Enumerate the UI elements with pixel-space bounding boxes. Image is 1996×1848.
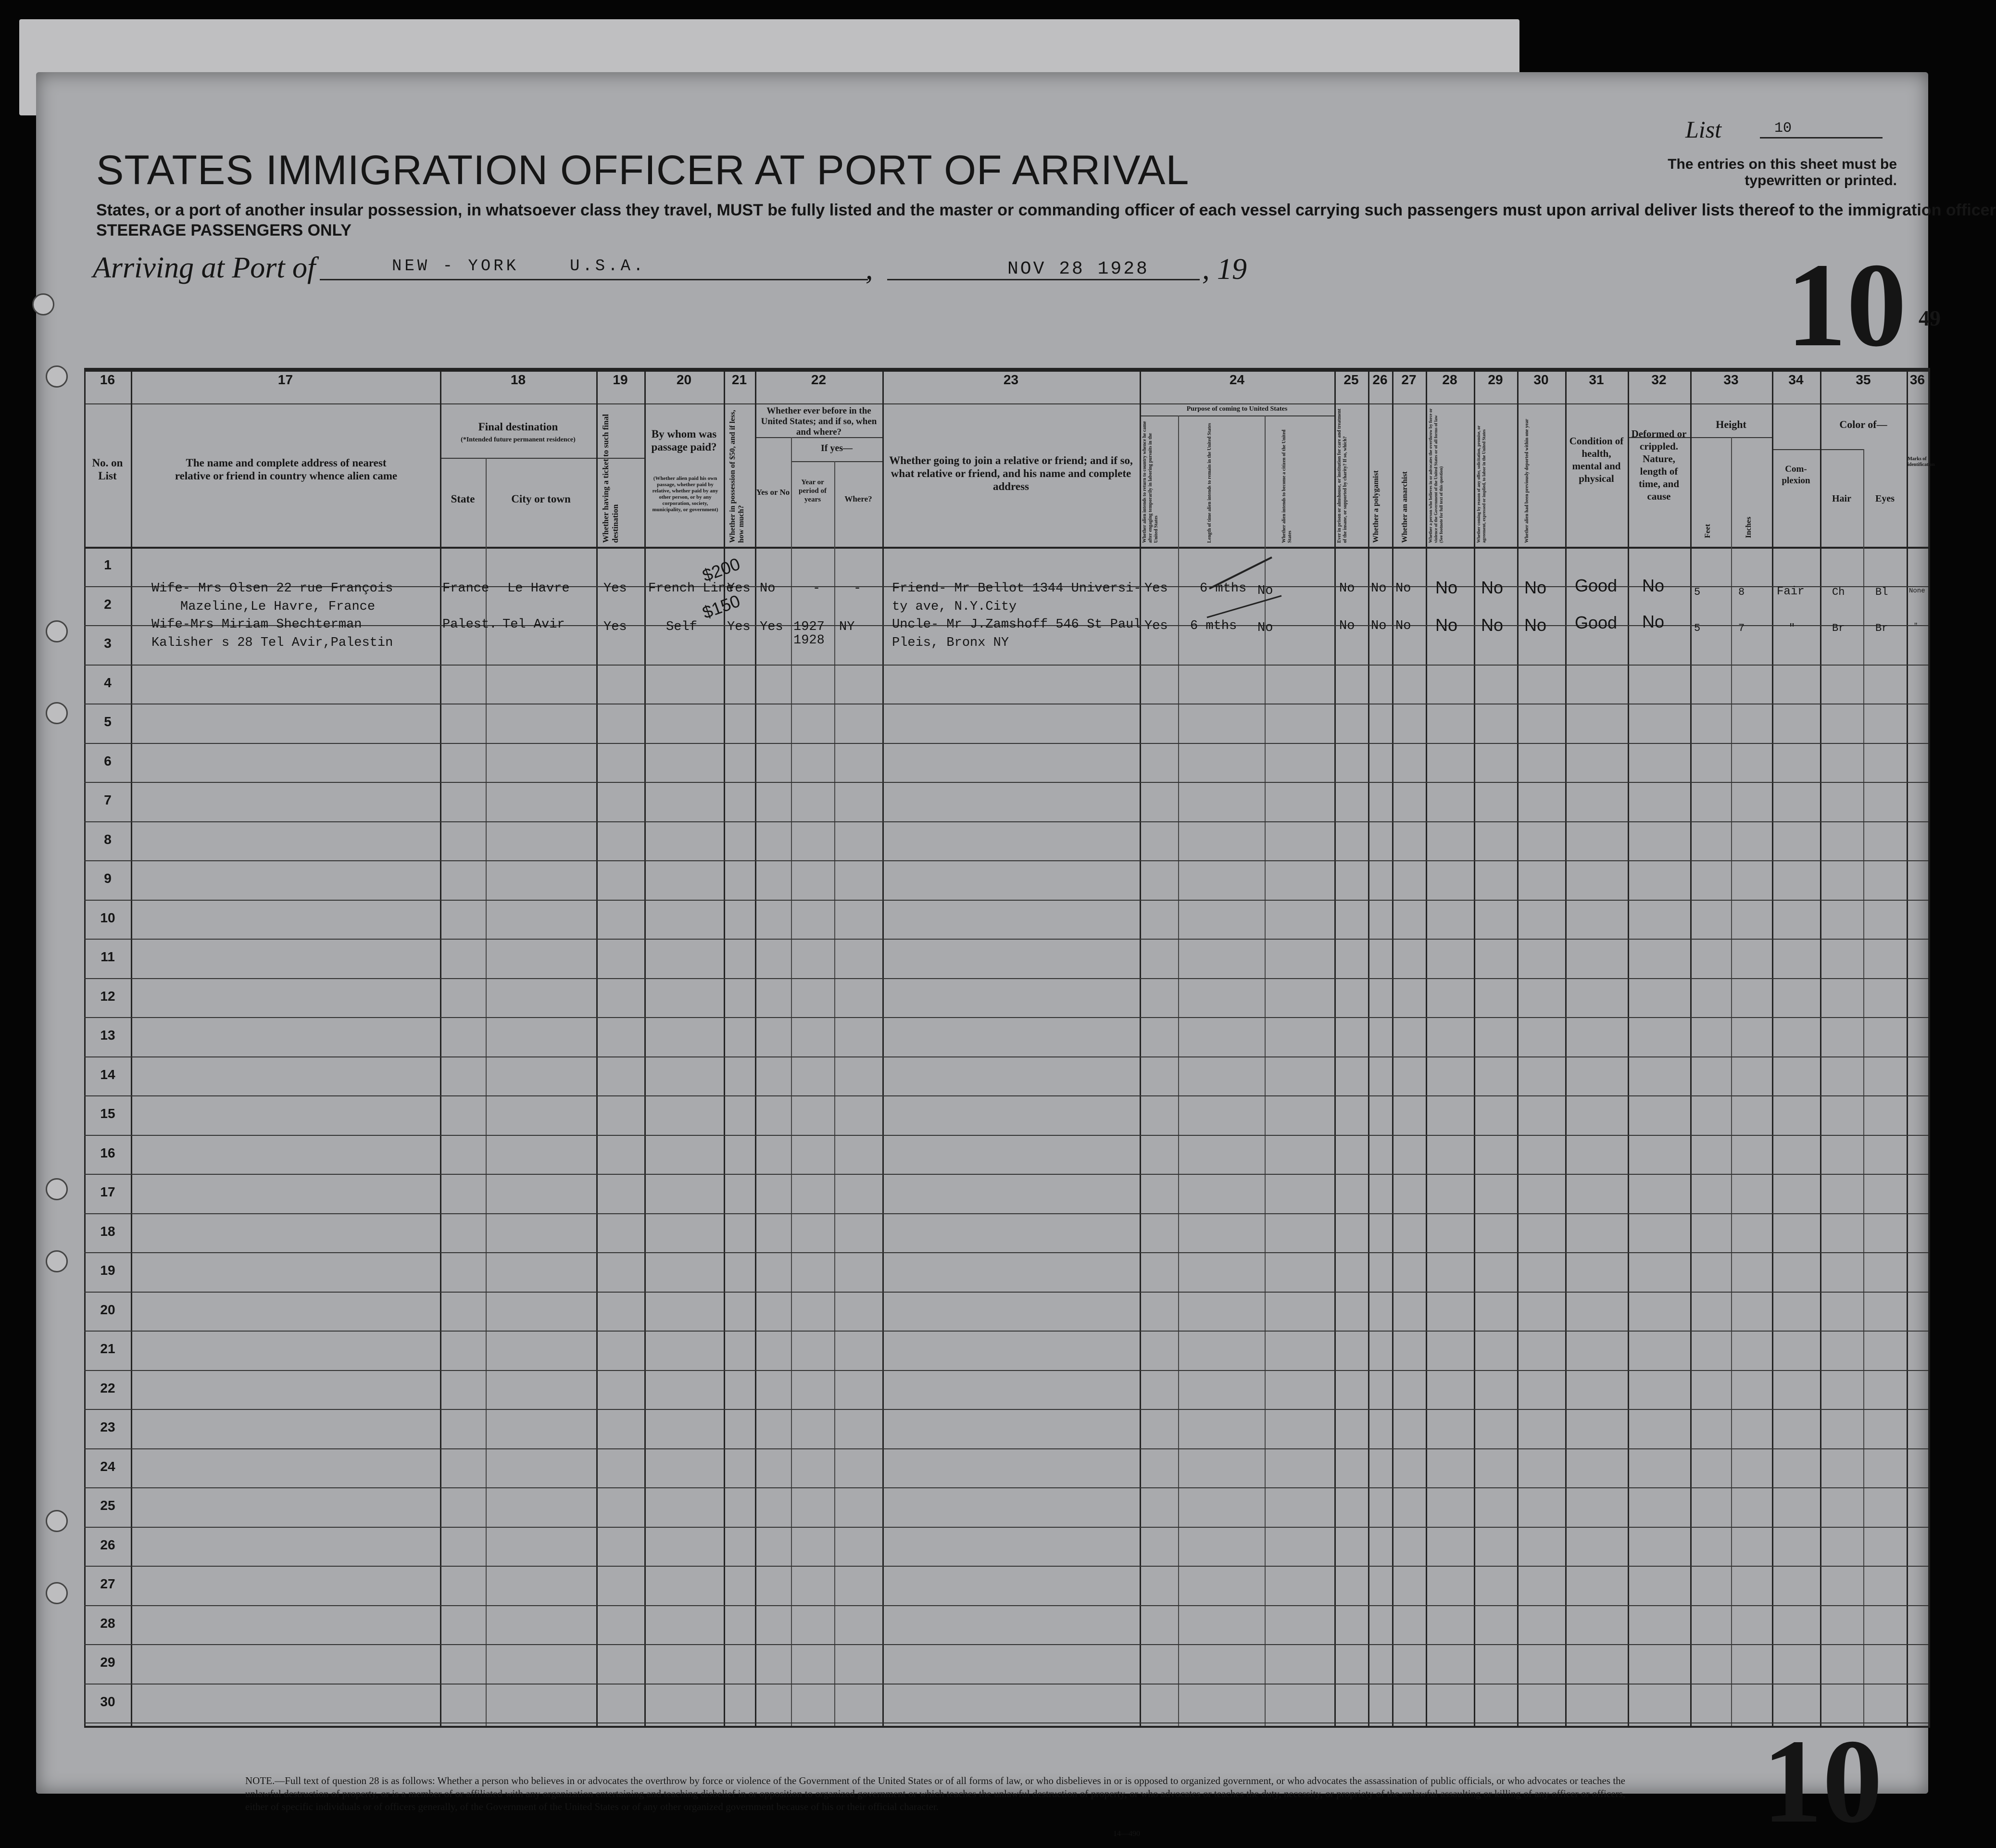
row1-q28: No bbox=[1435, 578, 1458, 597]
row1-possession: Yes bbox=[727, 581, 751, 596]
row-rule bbox=[84, 1213, 1928, 1214]
column-rule bbox=[1772, 370, 1773, 1726]
row-number: 30 bbox=[100, 1694, 115, 1709]
row-rule bbox=[84, 1135, 1928, 1136]
row-rule bbox=[84, 1409, 1928, 1410]
header-eyes: Eyes bbox=[1875, 493, 1895, 504]
row-rule bbox=[84, 978, 1928, 979]
row2-eyes: Br bbox=[1875, 622, 1888, 634]
header-marks: Marks of identification bbox=[1908, 456, 1935, 467]
row-number: 18 bbox=[100, 1224, 115, 1239]
row1-joining: Friend- Mr Bellot 1344 Universi- bbox=[892, 581, 1142, 596]
column-number: 35 bbox=[1856, 372, 1871, 387]
row-number: 10 bbox=[100, 910, 115, 925]
row-rule bbox=[84, 1174, 1928, 1175]
row1-state: France bbox=[442, 581, 490, 596]
row-number: 11 bbox=[100, 949, 115, 964]
steerage-label: STEERAGE PASSENGERS ONLY bbox=[96, 221, 351, 239]
row-rule bbox=[84, 1370, 1928, 1371]
row-number: 25 bbox=[100, 1498, 115, 1513]
header-yes-no: Yes or No bbox=[756, 488, 790, 497]
header-hair: Hair bbox=[1832, 493, 1851, 504]
entries-note: The entries on this sheet must be typewritten or printed. bbox=[1668, 156, 1897, 189]
row-rule bbox=[84, 1722, 1928, 1723]
row-number: 27 bbox=[100, 1576, 115, 1591]
row-number: 2 bbox=[104, 597, 112, 612]
row1-passage: French Line bbox=[648, 581, 734, 596]
column-number: 18 bbox=[510, 372, 526, 387]
row2-polygamist: No bbox=[1371, 619, 1387, 633]
form-code: 14—490 bbox=[1113, 1830, 1140, 1838]
header-complexion: Com-plexion bbox=[1782, 464, 1810, 486]
pencil-checkmark bbox=[1205, 553, 1286, 620]
header-feet: Feet bbox=[1704, 524, 1712, 538]
header-prison: Ever in prison or almshouse, or institution for care and treatment of the insane, or supported by charity? If so, which? bbox=[1337, 408, 1348, 543]
header-height: Height bbox=[1716, 418, 1746, 430]
header-possession: Whether in possession of $50, and if less, how much? bbox=[728, 410, 745, 543]
column-rule bbox=[1517, 370, 1519, 1726]
column-number: 20 bbox=[676, 372, 692, 387]
header-year-period: Year or period of years bbox=[799, 478, 827, 503]
row-rule bbox=[84, 1487, 1928, 1488]
column-number: 34 bbox=[1788, 372, 1804, 387]
row-number: 3 bbox=[104, 636, 112, 651]
column-rule bbox=[486, 458, 487, 1726]
row-number: 28 bbox=[100, 1616, 115, 1631]
manifest-sheet bbox=[36, 72, 1996, 1848]
header-rule bbox=[1772, 449, 1863, 450]
row-rule bbox=[84, 1566, 1928, 1567]
row1-deformed: No bbox=[1642, 576, 1665, 595]
row-number: 6 bbox=[104, 754, 112, 768]
binder-hole bbox=[46, 1178, 68, 1200]
row2-ticket: Yes bbox=[603, 620, 627, 634]
header-health: Condition of health, mental and physical bbox=[1569, 435, 1624, 484]
row-number: 15 bbox=[100, 1106, 115, 1121]
row2-city: Tel Avir bbox=[502, 617, 565, 632]
row2-deformed: No bbox=[1642, 612, 1665, 631]
arriving-label: Arriving at Port of bbox=[93, 251, 316, 284]
header-color-of: Color of— bbox=[1839, 418, 1887, 430]
row1-complexion: Fair bbox=[1777, 585, 1805, 598]
column-number: 24 bbox=[1229, 372, 1245, 387]
header-purpose-citizen: Whether alien intends to become a citizen of the United States bbox=[1281, 429, 1293, 543]
column-rule bbox=[131, 370, 132, 1726]
column-number: 30 bbox=[1533, 372, 1549, 387]
row-number: 12 bbox=[100, 989, 115, 1004]
header-purpose-return: Whether alien intends to return to country whence he came after engaging temporarily in laboring pursuits in the United States bbox=[1142, 421, 1159, 543]
header-where: Where? bbox=[844, 494, 872, 503]
column-rule bbox=[791, 437, 792, 1726]
binder-hole bbox=[46, 1510, 68, 1532]
row2-hair: Br bbox=[1832, 622, 1845, 634]
header-final-destination-note: (*Intended future permanent residence) bbox=[461, 436, 576, 443]
header-deformed: Deformed or crippled. Nature, length of time, and cause bbox=[1631, 428, 1687, 502]
row2-complexion: " bbox=[1789, 622, 1795, 634]
intro-text: States, or a port of another insular possession, in whatsoever class they travel, MUST be fully listed and the master or commanding officer of each vessel carrying such passengers must upon arrival deliver lists thereof to the immigration officer bbox=[96, 201, 1996, 219]
row-rule bbox=[84, 1644, 1928, 1645]
row2-q28: No bbox=[1435, 615, 1458, 635]
row-number: 14 bbox=[100, 1067, 115, 1082]
row2-citizen: No bbox=[1257, 621, 1273, 635]
row-rule bbox=[84, 821, 1928, 822]
row2-prison: No bbox=[1339, 619, 1355, 633]
side-number: 49 bbox=[1919, 306, 1941, 330]
column-number: 21 bbox=[731, 372, 747, 387]
row1-ticket: Yes bbox=[603, 581, 627, 596]
row-rule bbox=[84, 939, 1928, 940]
row2-possession: Yes bbox=[727, 620, 751, 634]
column-number: 29 bbox=[1488, 372, 1503, 387]
row-rule bbox=[84, 1056, 1928, 1057]
comma-separator: , bbox=[866, 253, 873, 286]
row1-return: Yes bbox=[1144, 581, 1168, 596]
footnote-q28: NOTE.—Full text of question 28 is as follows: Whether a person who believes in or advocates the overthrow by force or violence of the Government of the United States or of all forms of law, or who disbelieves in or is opposed to organized government, or who advocates the assassination of public officials, or who advocates or teaches the unlawful destruction of property, or is a member of or affiliated with any organization entertaining and teaching disbelief in or opposition to organized government or which teaches the unlawful destruction of property, or who advocates or teaches the duty, necessity, or propriety of the unlawful assaulting or killing of any officer or officers, either of specific individuals or of officers generally, of the Government of the United States or of any other organized government because of his or their official character. bbox=[245, 1775, 1625, 1812]
row1-citizen: No bbox=[1257, 584, 1273, 598]
header-if-yes: If yes— bbox=[820, 443, 853, 453]
row-number: 19 bbox=[100, 1263, 115, 1278]
row-number: 16 bbox=[100, 1145, 115, 1160]
row-rule bbox=[84, 743, 1928, 744]
header-state: State bbox=[451, 493, 475, 505]
header-city: City or town bbox=[511, 493, 571, 505]
row1-relative-cont: Mazeline,Le Havre, France bbox=[180, 600, 376, 614]
header-rule bbox=[1140, 415, 1334, 416]
row-rule bbox=[84, 1331, 1928, 1332]
header-passage-paid: By whom was passage paid? bbox=[651, 428, 717, 453]
row2-relative: Wife-Mrs Miriam Shechterman bbox=[151, 617, 362, 632]
column-number: 23 bbox=[1003, 372, 1019, 387]
row2-joining-cont: Pleis, Bronx NY bbox=[892, 636, 1009, 650]
port-city: NEW - YORK bbox=[392, 257, 519, 276]
header-anarchist: Whether an anarchist bbox=[1401, 471, 1409, 543]
row2-q29: No bbox=[1481, 615, 1504, 635]
column-number: 31 bbox=[1589, 372, 1604, 387]
row-number: 4 bbox=[104, 675, 112, 690]
column-number: 22 bbox=[811, 372, 827, 387]
column-rule bbox=[1863, 449, 1864, 1726]
header-final-destination: Final destination bbox=[478, 421, 558, 433]
row2-length: 6 mths bbox=[1190, 619, 1237, 633]
row2-where: NY bbox=[839, 620, 855, 634]
binder-hole bbox=[46, 1582, 68, 1604]
column-rule bbox=[1140, 370, 1141, 1726]
column-rule bbox=[755, 370, 756, 1726]
row-number: 9 bbox=[104, 871, 112, 886]
row1-city: Le Havre bbox=[507, 581, 570, 596]
arrival-date: NOV 28 1928 bbox=[1007, 259, 1149, 279]
row2-return: Yes bbox=[1144, 619, 1168, 633]
row1-inches: 8 bbox=[1738, 586, 1745, 598]
row2-inches: 7 bbox=[1738, 622, 1745, 634]
row2-joining: Uncle- Mr J.Zamshoff 546 St Paul bbox=[892, 617, 1142, 632]
header-passage-note: (Whether alien paid his own passage, whether paid by relative, whether paid by any other person, or by any corporation, society, municipality, or government) bbox=[652, 476, 718, 513]
row1-anarchist: No bbox=[1395, 581, 1411, 596]
row2-anarchist: No bbox=[1395, 619, 1411, 633]
column-number: 19 bbox=[613, 372, 628, 387]
row1-joining-cont: ty ave, N.Y.City bbox=[892, 600, 1017, 614]
row1-marks: None bbox=[1909, 587, 1925, 595]
row1-eyes: Bl bbox=[1875, 586, 1888, 598]
row-number: 20 bbox=[100, 1302, 115, 1317]
header-purpose: Purpose of coming to United States bbox=[1186, 405, 1288, 413]
page-title: STATES IMMIGRATION OFFICER AT PORT OF ARRIVAL bbox=[96, 147, 1190, 193]
row1-feet: 5 bbox=[1694, 586, 1701, 598]
row-rule bbox=[84, 1684, 1928, 1685]
column-number: 17 bbox=[277, 372, 293, 387]
row-rule bbox=[84, 1605, 1928, 1606]
row-rule bbox=[84, 1527, 1928, 1528]
row1-where: - bbox=[854, 581, 862, 596]
row-rule bbox=[84, 1292, 1928, 1293]
column-rule bbox=[1392, 370, 1393, 1726]
row2-before: Yes bbox=[760, 620, 783, 634]
row-number: 8 bbox=[104, 832, 112, 847]
header-rule bbox=[791, 461, 882, 462]
row-rule bbox=[84, 900, 1928, 901]
list-value: 10 bbox=[1774, 120, 1792, 137]
row2-q30: No bbox=[1524, 615, 1547, 635]
header-rule bbox=[84, 403, 1928, 404]
binder-hole bbox=[46, 620, 68, 642]
column-number: 25 bbox=[1343, 372, 1359, 387]
row1-polygamist: No bbox=[1371, 581, 1387, 596]
row-rule bbox=[84, 1017, 1928, 1018]
header-before-us: Whether ever before in the United States; and if so, when and where? bbox=[761, 406, 877, 437]
row-number: 24 bbox=[100, 1459, 115, 1474]
sheet-number: 10 bbox=[1786, 239, 1907, 372]
column-number: 36 bbox=[1909, 372, 1925, 387]
header-rule bbox=[84, 370, 1928, 372]
header-polygamist: Whether a polygamist bbox=[1372, 470, 1380, 543]
column-rule bbox=[644, 370, 646, 1726]
header-rule bbox=[84, 547, 1928, 549]
row2-relative-cont: Kalisher s 28 Tel Avir,Palestin bbox=[151, 636, 393, 650]
header-ticket: Whether having a ticket to such final destination bbox=[601, 414, 620, 543]
header-q30: Whether alien had been previously deported within one year bbox=[1524, 419, 1530, 543]
column-rule bbox=[1474, 370, 1475, 1726]
binder-hole bbox=[46, 702, 68, 724]
row2-health: Good bbox=[1575, 613, 1618, 632]
binder-hole bbox=[46, 365, 68, 388]
row2-marks: " bbox=[1914, 622, 1918, 630]
row-rule bbox=[84, 860, 1928, 861]
column-number: 28 bbox=[1442, 372, 1457, 387]
row2-passage: Self bbox=[666, 620, 697, 634]
sheet-number-bottom: 10 bbox=[1762, 1715, 1883, 1848]
binder-hole bbox=[46, 1250, 68, 1272]
column-rule bbox=[1334, 370, 1336, 1726]
row-number: 1 bbox=[104, 557, 112, 572]
row2-feet: 5 bbox=[1694, 622, 1701, 634]
row1-relative: Wife- Mrs Olsen 22 rue François bbox=[151, 581, 393, 596]
row-rule bbox=[84, 665, 1928, 666]
row-rule bbox=[84, 1095, 1928, 1096]
column-number: 32 bbox=[1651, 372, 1667, 387]
row-number: 22 bbox=[100, 1381, 115, 1395]
row1-q29: No bbox=[1481, 578, 1504, 597]
row1-hair: Ch bbox=[1832, 586, 1845, 598]
header-relative-address: The name and complete address of nearest relative or friend in country whence alien came bbox=[175, 457, 398, 482]
passenger-table bbox=[84, 368, 1935, 1728]
column-number: 33 bbox=[1723, 372, 1739, 387]
row-number: 29 bbox=[100, 1655, 115, 1670]
column-rule bbox=[1628, 370, 1629, 1726]
row2-state: Palest. bbox=[442, 617, 497, 632]
column-rule bbox=[834, 461, 835, 1726]
column-rule bbox=[1820, 370, 1821, 1726]
list-label: List bbox=[1685, 116, 1722, 143]
header-no-on-list: No. on List bbox=[92, 457, 123, 482]
row1-q30: No bbox=[1524, 578, 1547, 597]
column-number: 27 bbox=[1401, 372, 1417, 387]
row2-years: 1927 bbox=[793, 620, 825, 634]
list-underline bbox=[1760, 137, 1883, 138]
column-rule bbox=[440, 370, 441, 1726]
header-q29: Whether coming by reason of any offer, solicitation, promise, or agreement, expressed or implied, to labor in the United States bbox=[1476, 426, 1486, 543]
column-rule bbox=[84, 370, 86, 1726]
column-rule bbox=[1368, 370, 1369, 1726]
row1-health: Good bbox=[1575, 576, 1618, 595]
row1-prison: No bbox=[1339, 581, 1355, 596]
row1-before: No bbox=[760, 581, 776, 596]
row2-possession-amount: $150 bbox=[700, 591, 743, 623]
header-inches: Inches bbox=[1745, 516, 1753, 538]
row2-years-cont: 1928 bbox=[793, 633, 825, 648]
column-number: 26 bbox=[1372, 372, 1388, 387]
row-number: 23 bbox=[100, 1420, 115, 1434]
column-rule bbox=[882, 370, 884, 1726]
column-rule bbox=[596, 370, 598, 1726]
column-rule bbox=[1178, 415, 1179, 1726]
row-number: 17 bbox=[100, 1184, 115, 1199]
row-rule bbox=[84, 1252, 1928, 1253]
header-purpose-length: Length of time alien intends to remain in the United States bbox=[1207, 423, 1212, 543]
column-number: 16 bbox=[100, 372, 115, 387]
header-q28: Whether a person who believes in or advocates the overthrow by force or violence of the Government of the United States or of all forms of law (See footnote for full text of this question) bbox=[1428, 408, 1444, 543]
column-rule bbox=[1731, 437, 1732, 1726]
row-number: 26 bbox=[100, 1537, 115, 1552]
row-rule bbox=[84, 782, 1928, 783]
column-rule bbox=[1426, 370, 1427, 1726]
row1-possession-amount: $200 bbox=[700, 553, 743, 586]
row-rule bbox=[84, 1448, 1928, 1449]
row-number: 7 bbox=[104, 792, 112, 807]
row-number: 21 bbox=[100, 1341, 115, 1356]
row-number: 13 bbox=[100, 1028, 115, 1043]
row1-length: 6 mths bbox=[1200, 581, 1247, 596]
port-underline bbox=[320, 279, 868, 280]
column-rule bbox=[1690, 370, 1692, 1726]
header-joining: Whether going to join a relative or friend; and if so, what relative or friend, and his name and complete address bbox=[889, 454, 1133, 492]
year-prefix: , 19 bbox=[1202, 253, 1247, 286]
column-rule bbox=[1907, 370, 1908, 1726]
port-country: U.S.A. bbox=[570, 257, 646, 276]
column-rule bbox=[1565, 370, 1567, 1726]
binder-hole bbox=[32, 293, 54, 315]
row1-years: - bbox=[813, 581, 821, 596]
row-number: 5 bbox=[104, 714, 112, 729]
